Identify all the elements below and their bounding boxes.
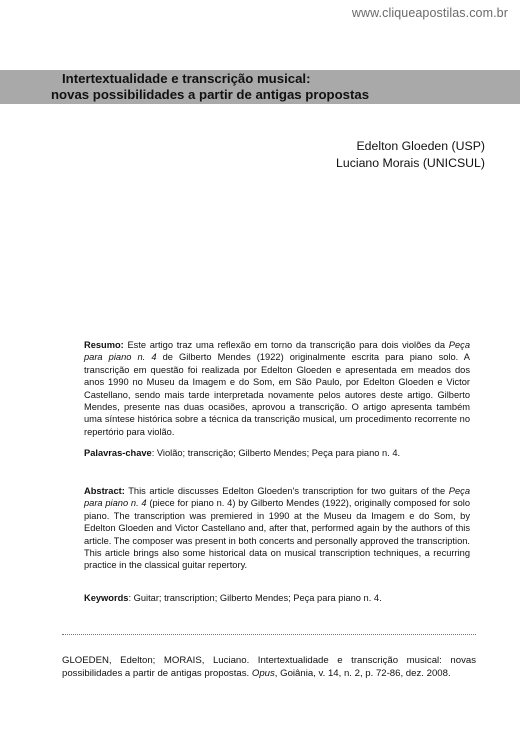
abstract-text-rest: (piece for piano n. 4) by Gilberto Mendes (1922), originally composed for solo piano. The transcription was premiered in 1990 at the Museu da Imagem e do Som, by Edelton Gloeden and Victor Castellano and, after that, performed again by the authors of this article. The composer was present in both concerts and personally approved the transcription. This article brings also some historical data on musical transcription techniques, a recurring practice in the classical guitar repertory. xyxy=(84,498,471,571)
keywords-text: : Guitar; transcription; Gilberto Mendes; Peça para piano n. 4. xyxy=(128,593,382,603)
palavras-chave-paragraph xyxy=(84,447,470,459)
citation-text-start: GLOEDEN, Edelton; MORAIS, Luciano. Intertextualidade e transcrição musical: novas possibilidades a partir de antigas propostas. xyxy=(62,655,476,679)
author-1: Edelton Gloeden (USP) xyxy=(356,139,485,153)
author-2: Luciano Morais (UNICSUL) xyxy=(336,156,485,170)
resumo-label: Resumo: xyxy=(84,340,124,350)
citation-journal: Opus xyxy=(251,668,275,679)
citation-text-rest: , Goiânia, v. 14, n. 2, p. 72-86, dez. 2008. xyxy=(274,668,451,679)
keywords-label: Keywords xyxy=(84,593,129,603)
dotted-separator xyxy=(62,634,476,635)
article-title-line-1: Intertextualidade e transcrição musical: xyxy=(62,71,311,86)
abstract-paragraph xyxy=(84,485,470,572)
abstract-label: Abstract: xyxy=(84,486,125,496)
palavras-chave-text: : Violão; transcrição; Gilberto Mendes; Peça para piano n. 4. xyxy=(151,448,401,458)
resumo-text-start: Este artigo traz uma reflexão em torno da transcrição para dois violões da xyxy=(123,340,449,350)
keywords-paragraph xyxy=(84,592,470,604)
citation-paragraph xyxy=(62,654,476,680)
abstract-work-title: Peça para piano n. 4 xyxy=(84,486,470,509)
palavras-chave-label: Palavras-chave xyxy=(84,448,152,458)
abstract-text-start: This article discusses Edelton Gloeden's transcription for two guitars of the xyxy=(124,486,449,496)
resumo-paragraph xyxy=(84,339,470,438)
resumo-work-title: Peça para piano n. 4 xyxy=(84,340,470,363)
watermark[interactable]: www.cliqueapostilas.com.br xyxy=(351,6,508,20)
article-title-line-2: novas possibilidades a partir de antigas propostas xyxy=(51,87,370,102)
resumo-text-rest: de Gilberto Mendes (1922) originalmente escrita para piano solo. A transcrição em questão foi realizada por Edelton Gloeden e apresentada em meados dos anos 1990 no Museu da Imagem e do Som, em São Paulo, por Edelton Gloeden e Victor Castellano, sendo mais tarde interpretada novamente pelos autores deste artigo. Gilberto Mendes, presente nas duas ocasiões, aprovou a transcrição. O artigo apresenta também uma síntese histórica sobre a técnica da transcrição musical, um procedimento recorrente no repertório para violão. xyxy=(84,352,470,437)
